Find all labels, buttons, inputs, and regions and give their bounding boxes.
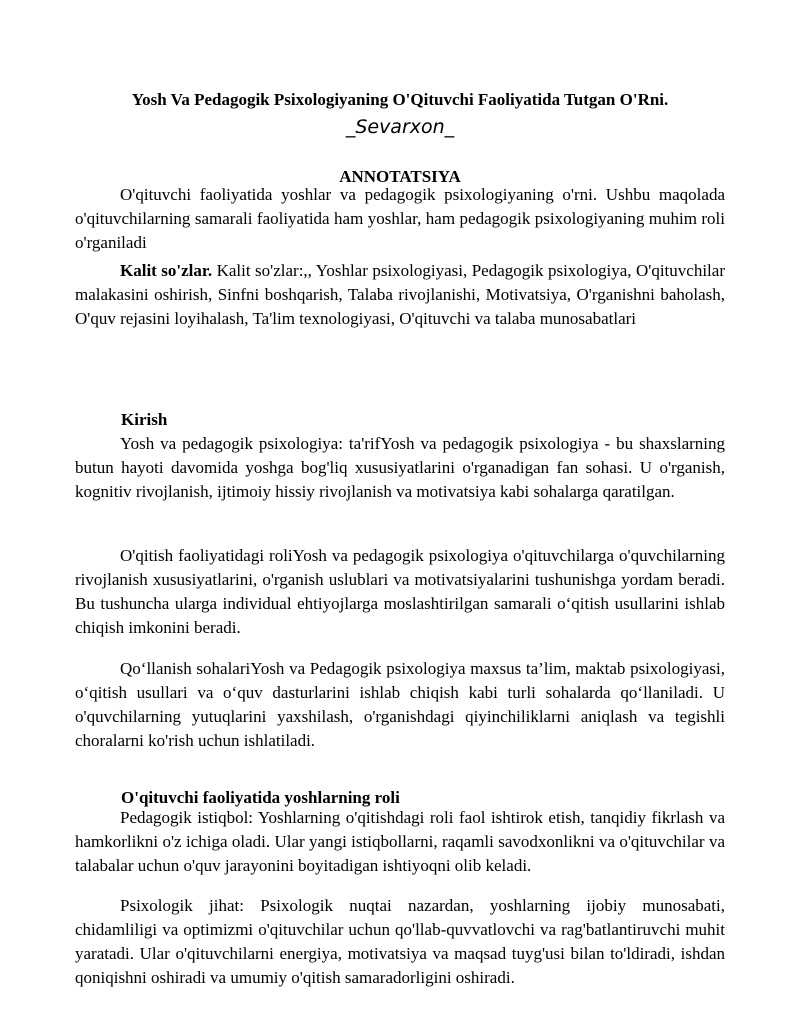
keywords-text: Kalit so'zlar:,, Yoshlar psixologiyasi, Pedagogik psixologiya, O'qituvchilar malakasini oshirish, Sinfni boshqarish, Talaba rivojlanishi, Motivatsiya, O'rganishni baholash, O'quv rejasini loyihalash, Ta'lim texnologiyasi, O'qituvchi va talaba munosabatlari — [75, 261, 725, 328]
section-paragraph: Pedagogik istiqbol: Yoshlarning o'qitishdagi roli faol ishtirok etish, tanqidiy fikrlash va hamkorlikni o'z ichiga oladi. Ular yangi istiqbollarni, raqamli savodxonlikni va o'qituvchilar va talabalar uchun o'quv jarayonini boyitadigan ishtiyoqni olib keladi. — [75, 808, 725, 875]
keywords-paragraph — [75, 259, 725, 331]
intro-paragraph: Yosh va pedagogik psixologiya: ta'rifYosh va pedagogik psixologiya - bu shaxslarning butun hayoti davomida yoshga bog'liq xususiyatlarini o'rganadigan fan sohasi. U o'rganish, kognitiv rivojlanish, ijtimoiy hissiy rivojlanish va motivatsiya kabi sohalarga qaratilgan. — [75, 434, 725, 501]
intro-paragraph: Qo‘llanish sohalariYosh va Pedagogik psixologiya maxsus ta’lim, maktab psixologiyasi, o‘qitish usullari va o‘quv dasturlarini ishlab chiqish kabi turli sohalarda qo‘llaniladi. U o'quvchilarning yutuqlarini yaxshilash, o'rganishdagi qiyinchiliklarni aniqlash va tegishli choralarni ko'rish uchun ishlatiladi. — [75, 659, 725, 750]
abstract-paragraph: O'qituvchi faoliyatida yoshlar va pedagogik psixologiyaning o'rni. Ushbu maqolada o'qituvchilarning samarali faoliyatida ham yoshlar, ham pedagogik psixologiyaning muhim roli o'rganiladi — [75, 185, 725, 252]
section-heading: O'qituvchi faoliyatida yoshlarning roli — [121, 788, 400, 807]
intro-heading: Kirish — [121, 410, 168, 429]
abstract-heading: ANNOTATSIYA — [339, 167, 461, 186]
author-name: _Sevarxon_ — [345, 116, 455, 138]
article-title: Yosh Va Pedagogik Psixologiyaning O'Qituvchi Faoliyatida Tutgan O'Rni. — [131, 90, 669, 109]
section-paragraph: Psixologik jihat: Psixologik nuqtai nazardan, yoshlarning ijobiy munosabati, chidamliligi va optimizmi o'qituvchilar uchun qo'llab-quvvatlovchi va rag'batlantiruvchi muhit yaratadi. Ular o'qituvchilarni energiya, motivatsiya va maqsad tuyg'usi bilan to'ldiradi, ishdan qoniqishni oshiradi va umumiy o'qitish samaradorligini oshiradi. — [75, 896, 725, 987]
keywords-label: Kalit so'zlar. — [120, 261, 213, 280]
intro-paragraph: O'qitish faoliyatidagi roliYosh va pedagogik psixologiya o'qituvchilarga o'quvchilarning rivojlanish xususiyatlarini, o'rganish uslublari va motivatsiyalarini tushunishga yordam beradi. Bu tushuncha ularga individual ehtiyojlarga moslashtirilgan samarali o‘qitish usullarini ishlab chiqish imkonini beradi. — [75, 546, 725, 637]
